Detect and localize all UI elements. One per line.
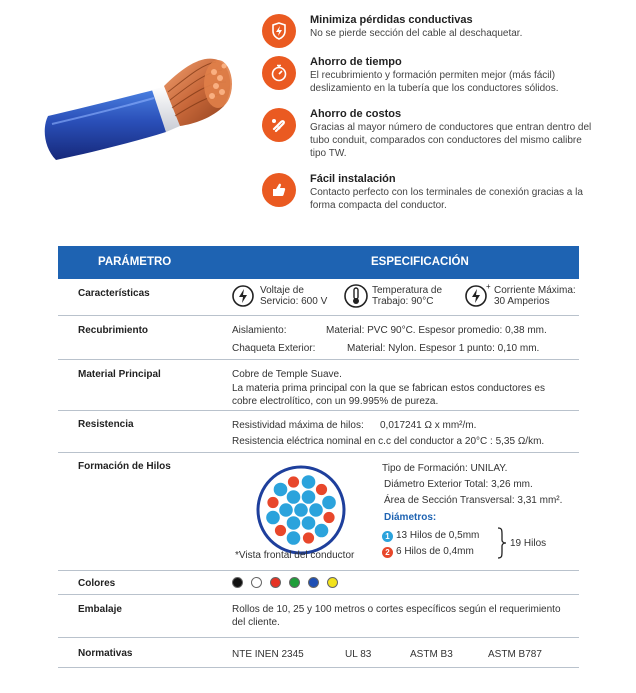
feature-desc: Gracias al mayor número de conductores que entran dentro del tubo conduit, comparados con conductores del mismo calibre tipo TW. [310,122,592,159]
strand [286,516,300,530]
material-line2: La materia prima principal con la que se fabrican estos conductores es cobre electrolítico, con un 99.995% de pureza. [232,383,545,407]
strand [301,490,315,504]
strand [303,532,315,544]
strand [314,523,328,537]
stopwatch-icon [262,56,296,90]
feature-desc: Contacto perfecto con los terminales de conexión gracias a la forma compacta del conductor. [310,187,583,211]
voltaje-line1: Voltaje de [260,285,304,296]
svg-text:+: + [486,282,491,291]
norma-item: ASTM B3 [410,649,453,660]
color-swatch [251,577,262,588]
strand [273,482,287,496]
material-line1: Cobre de Temple Suave. [232,369,342,380]
row-label: Normativas [78,648,133,659]
strand [322,495,336,509]
row-recubrimiento [58,316,579,360]
diametro-2 [382,545,474,558]
aislamiento-name: Aislamiento: [232,325,287,336]
row-colores [58,571,579,595]
row-label: Embalaje [78,604,122,615]
corriente-line2: 30 Amperios [494,296,550,307]
color-swatch [308,577,319,588]
strand [279,503,293,517]
row-caracteristicas [58,279,579,316]
temperatura-line2: Trabajo: 90°C [372,296,434,307]
strand [316,483,328,495]
cable-image [42,20,242,180]
chaqueta-spec: Material: Nylon. Espesor 1 punto: 0,10 mm. [347,343,540,354]
badge-1: 1 [382,531,393,542]
total-hilos: 19 Hilos [510,538,547,549]
norma-item: ASTM B787 [488,649,542,660]
row-label: Resistencia [78,419,134,430]
resistividad-name: Resistividad máxima de hilos: [232,420,364,431]
brace-icon [496,527,508,559]
aislamiento-spec: Material: PVC 90°C. Espesor promedio: 0,38 mm. [326,325,547,336]
norma-item: UL 83 [345,649,372,660]
tipo-formacion: Tipo de Formación: UNILAY. [382,463,508,474]
row-resistencia [58,411,579,453]
temperatura-line1: Temperatura de [372,285,443,296]
voltaje-line2: Servicio: 600 V [260,296,328,307]
strand [286,531,300,545]
strand [323,512,335,524]
strand [286,490,300,504]
row-material [58,360,579,411]
resistencia-nominal: Resistencia eléctrica nominal en c.c del conductor a 20°C : 5,35 Ω/km. [232,436,545,447]
row-label: Colores [78,578,116,589]
strand [287,476,299,488]
feature-title: Minimiza pérdidas conductivas [310,14,473,26]
color-swatch [270,577,281,588]
chaqueta-name: Chaqueta Exterior: [232,343,316,354]
corriente-line1: Corriente Máxima: [494,285,576,296]
color-swatch [232,577,243,588]
thermometer-icon [344,283,368,309]
feature-title: Ahorro de tiempo [310,56,402,68]
norma-item: NTE INEN 2345 [232,649,304,660]
current-icon [464,282,492,308]
row-normativas [58,638,579,668]
diametro-2-text: 6 Hilos de 0,4mm [396,546,474,557]
spec-table-header [58,246,579,279]
feature-title: Ahorro de costos [310,108,402,120]
feature-title: Fácil instalación [310,173,396,185]
strand [266,510,280,524]
strand [267,496,279,508]
strand [301,475,315,489]
strand-cross-section [256,465,346,555]
diametro-1 [382,529,479,542]
area-seccion: Área de Sección Transversal: 3,31 mm². [384,495,563,506]
row-label: Formación de Hilos [78,461,171,472]
strand [301,516,315,530]
lightning-shield-icon [262,14,296,48]
hand-thumbs-icon [262,173,296,207]
cross-section-caption: *Vista frontal del conductor [235,550,355,561]
diametro-exterior: Diámetro Exterior Total: 3,26 mm. [384,479,533,490]
color-swatch [289,577,300,588]
magnet-savings-icon [262,108,296,142]
strand [294,503,308,517]
row-label: Recubrimiento [78,325,149,336]
strand [309,503,323,517]
row-label: Material Principal [78,369,161,380]
header-especificacion: ESPECIFICACIÓN [371,256,469,268]
strand [274,525,286,537]
badge-2: 2 [382,547,393,558]
resistividad-value: 0,017241 Ω x mm²/m. [380,420,477,431]
embalaje-text: Rollos de 10, 25 y 100 metros o cortes específicos según el requerimiento del cliente. [232,604,561,628]
header-parametro: PARÁMETRO [98,256,172,268]
row-embalaje [58,595,579,638]
row-label: Características [78,288,150,299]
color-swatch [327,577,338,588]
lightning-icon [231,284,255,308]
diametros-title: Diámetros: [384,512,437,523]
feature-desc: No se pierde sección del cable al deschaquetar. [310,28,523,39]
feature-desc: El recubrimiento y formación permiten mejor (más fácil) deslizamiento en la tubería que los conductores sólidos. [310,70,559,94]
row-formacion [58,453,579,571]
diametro-1-text: 13 Hilos de 0,5mm [396,530,480,541]
